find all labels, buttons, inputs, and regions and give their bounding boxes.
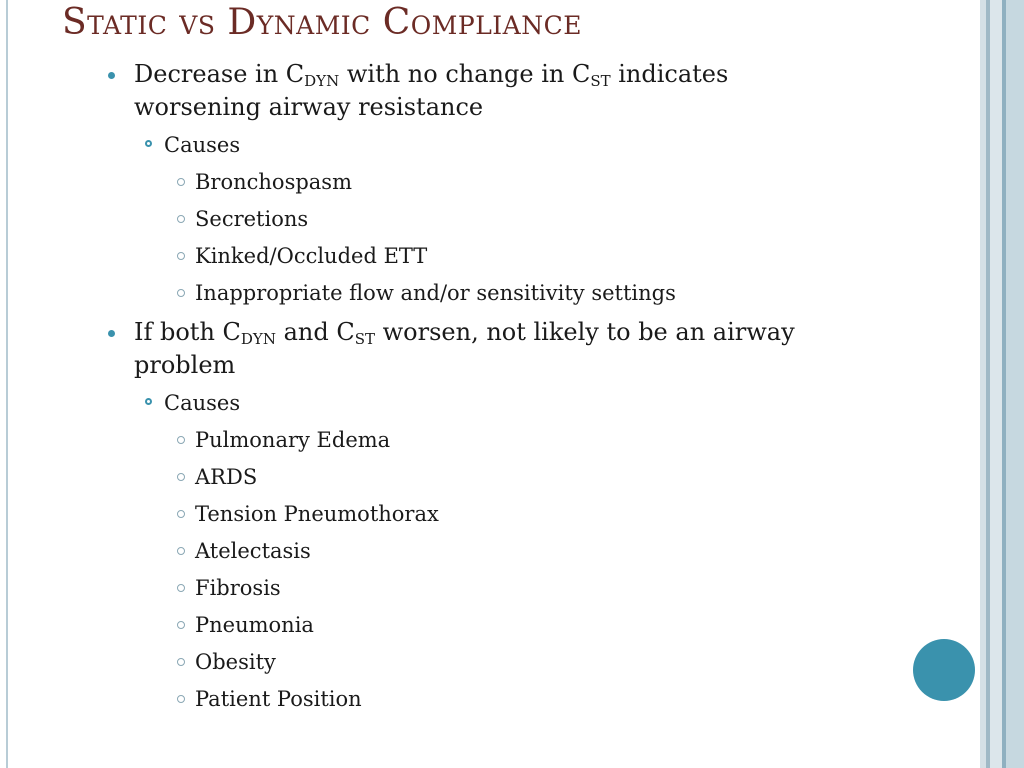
ring-bullet-icon [177, 658, 185, 666]
ring-bullet-icon [177, 584, 185, 592]
bullet-both-worsen: If both $C_{DYN}$ and $C_{ST}$ worsen, not likely to be an airway problem [108, 316, 898, 382]
list-item: Pneumonia [108, 610, 898, 640]
ring-bullet-icon [177, 547, 185, 555]
sub-bullet-causes: Causes [108, 130, 898, 160]
sub-bullet-causes: Causes [108, 388, 898, 418]
ring-bullet-icon [145, 140, 152, 147]
list-item: Secretions [108, 204, 898, 234]
list-item: Tension Pneumothorax [108, 499, 898, 529]
list-item: Pulmonary Edema [108, 425, 898, 455]
list-item: ARDS [108, 462, 898, 492]
list-item: Kinked/Occluded ETT [108, 241, 898, 271]
list-item: Atelectasis [108, 536, 898, 566]
left-rule [6, 0, 8, 768]
ring-bullet-icon [177, 215, 185, 223]
right-decorative-bars [980, 0, 1024, 768]
list-item: Fibrosis [108, 573, 898, 603]
list-item: Inappropriate flow and/or sensitivity settings [108, 278, 898, 308]
bullet-content [108, 58, 898, 721]
ring-bullet-icon [177, 252, 185, 260]
bullet-decrease-cdyn: Decrease in $C_{DYN}$ with no change in $C_{ST}$ indicates worsening airway resistance [108, 58, 898, 124]
ring-bullet-icon [177, 695, 185, 703]
decorative-circle [913, 639, 975, 701]
ring-bullet-icon [177, 621, 185, 629]
ring-bullet-icon [177, 289, 185, 297]
ring-bullet-icon [177, 436, 185, 444]
ring-bullet-icon [177, 178, 185, 186]
ring-bullet-icon [145, 398, 152, 405]
ring-bullet-icon [177, 473, 185, 481]
ring-bullet-icon [177, 510, 185, 518]
slide-title: Static vs Dynamic Compliance [62, 2, 582, 43]
list-item: Bronchospasm [108, 167, 898, 197]
list-item: Obesity [108, 647, 898, 677]
list-item: Patient Position [108, 684, 898, 714]
